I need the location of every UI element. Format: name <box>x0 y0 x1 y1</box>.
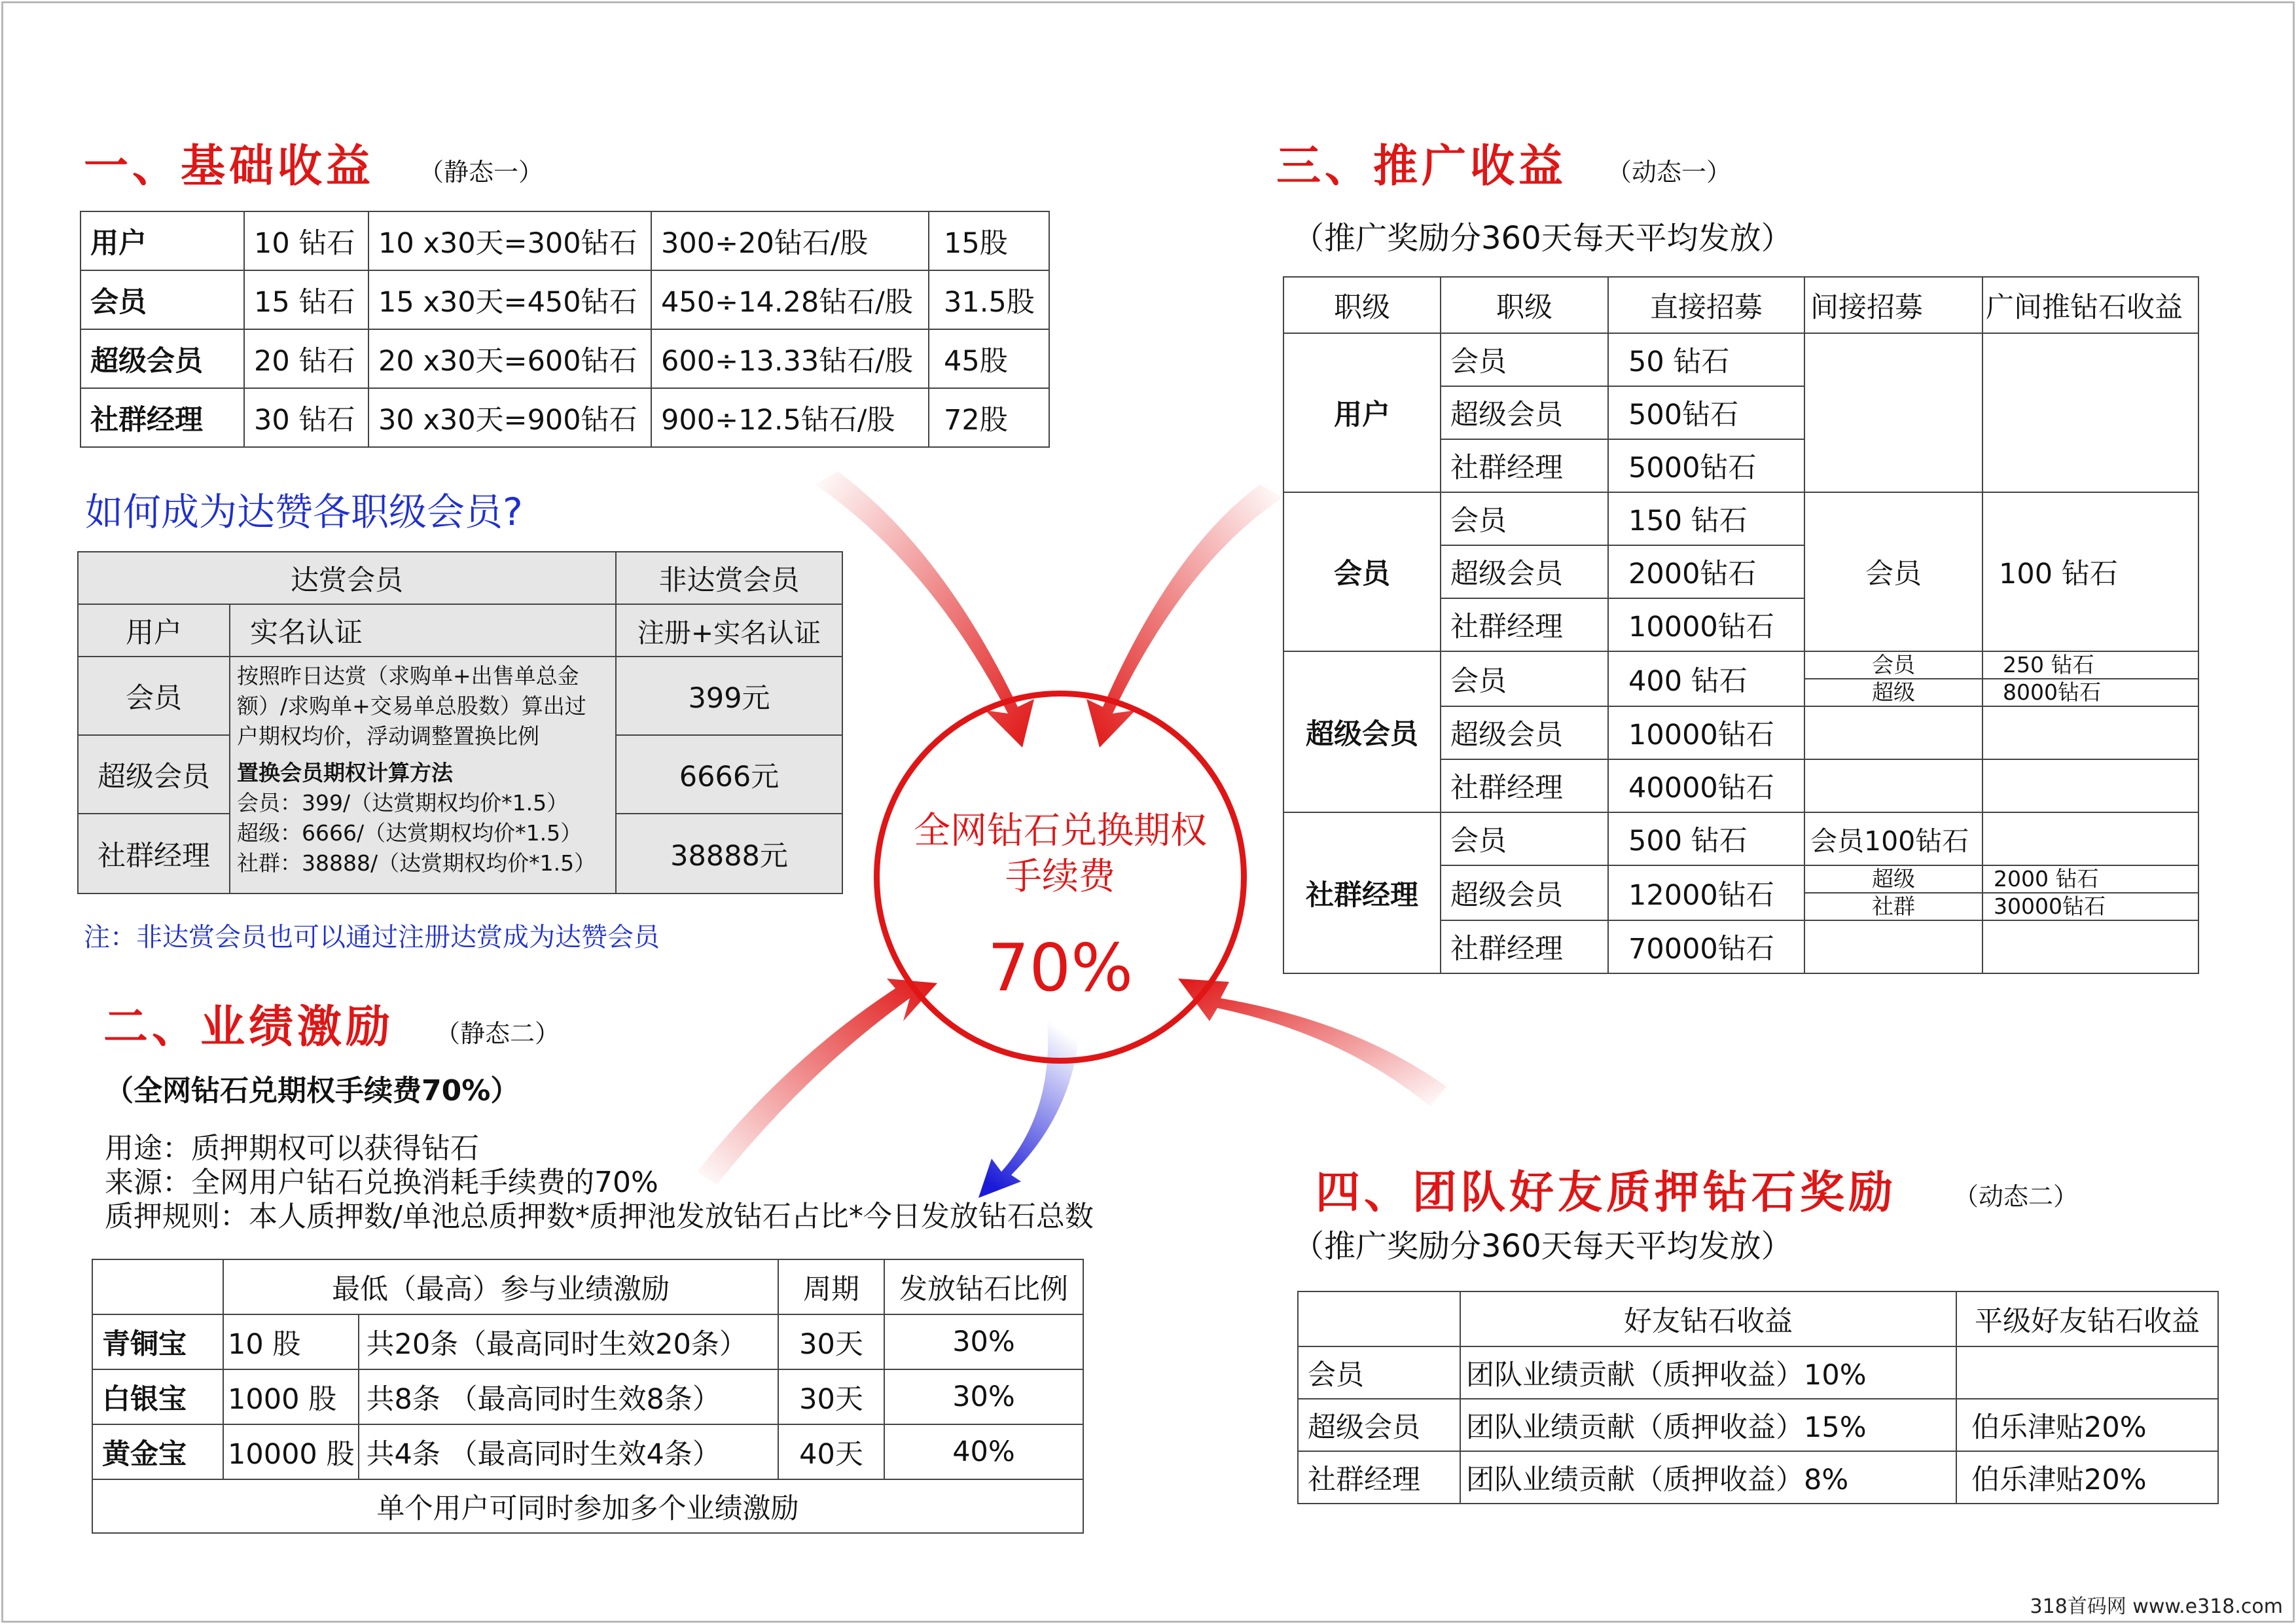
header-non-dashang: 非达赏会员 <box>616 552 842 604</box>
indirect-member: 会员 <box>1804 492 1982 651</box>
group-level-user: 用户 <box>1283 333 1441 492</box>
row-level: 超级会员 <box>1441 386 1608 439</box>
row-level: 超级会员 <box>1298 1399 1460 1451</box>
row-cell: 45股 <box>929 329 1049 388</box>
row-cell: 团队业绩贡献（质押收益）8% <box>1460 1451 1956 1504</box>
arrow-bottom-left <box>697 979 937 1185</box>
sec3-title: 三、推广收益 <box>1276 141 1568 192</box>
table-row <box>81 388 1049 447</box>
method-title: 置换会员期权计算方法 <box>237 760 453 785</box>
indirect-super-split <box>1804 651 1982 706</box>
indirect-empty <box>1804 706 1982 759</box>
row-cell: 10 股 <box>223 1314 359 1369</box>
sec2-subtitle: （静态二） <box>435 1019 560 1048</box>
row-level: 白银宝 <box>92 1369 223 1424</box>
row-cell: 10 钻石 <box>244 211 368 270</box>
row-level: 超级会员 <box>81 329 244 388</box>
row-cell: 900÷12.5钻石/股 <box>651 388 929 447</box>
row-level: 社群经理 <box>1441 759 1608 812</box>
group-level-manager: 社群经理 <box>1283 812 1441 973</box>
sec1-subtitle: （静态一） <box>419 158 544 187</box>
row-level: 青铜宝 <box>92 1314 223 1369</box>
indirect-super-a: 会员 <box>1805 652 1982 679</box>
row-direct: 500 钻石 <box>1608 812 1804 865</box>
indirect-manager-b-val: 30000钻石 <box>1994 893 2106 919</box>
row-cell: 15 钻石 <box>244 270 368 329</box>
row-direct: 12000钻石 <box>1608 865 1804 920</box>
table-row <box>92 1314 1083 1369</box>
header-realname: 实名认证 <box>230 604 616 657</box>
row-cell: 15 x30天=450钻石 <box>368 270 651 329</box>
team-reward-table <box>1297 1291 2219 1504</box>
row-level: 超级会员 <box>1441 865 1608 920</box>
row-cell: 40% <box>884 1424 1083 1479</box>
table-row <box>1298 1346 2218 1399</box>
group-level-super: 超级会员 <box>1283 651 1441 812</box>
row-level: 用户 <box>81 211 244 270</box>
indirect-manager-a-val: 2000 钻石 <box>1983 866 2198 893</box>
row-direct: 400 钻石 <box>1608 651 1804 706</box>
row-cell: 伯乐津贴20% <box>1956 1451 2218 1504</box>
sec3-subtitle: （动态一） <box>1607 158 1732 187</box>
sec4-title: 四、团队好友质押钻石奖励 <box>1316 1167 1897 1219</box>
row-direct: 500钻石 <box>1608 386 1804 439</box>
row-level: 社群经理 <box>1441 439 1608 492</box>
row-direct: 10000钻石 <box>1608 598 1804 651</box>
indirect-empty <box>1804 920 1982 973</box>
header-dashang: 达赏会员 <box>78 552 616 604</box>
header-period: 周期 <box>778 1259 884 1314</box>
indirect-empty <box>1804 759 1982 812</box>
method-cell <box>230 657 616 893</box>
center-percent: 70% <box>987 929 1134 1006</box>
sec1-title: 一、基础收益 <box>84 141 375 192</box>
row-cell: 31.5股 <box>929 270 1049 329</box>
header-direct: 直接招募 <box>1608 277 1804 333</box>
header-min: 最低（最高）参与业绩激励 <box>223 1259 778 1314</box>
center-line1: 全网钻石兑换期权 <box>914 810 1207 852</box>
performance-table <box>92 1259 1084 1534</box>
row-cell: 15股 <box>929 211 1049 270</box>
indirect-reward-empty <box>1982 920 2198 973</box>
indirect-super-b: 超级 <box>1872 679 1915 705</box>
level-manager: 社群经理 <box>78 814 230 893</box>
header-user: 用户 <box>78 604 230 657</box>
row-cell: 30 钻石 <box>244 388 368 447</box>
row-cell: 300÷20钻石/股 <box>651 211 929 270</box>
indirect-super-a-val: 250 钻石 <box>1983 652 2198 679</box>
row-level: 会员 <box>1441 812 1608 865</box>
indirect-super-reward-split <box>1982 651 2198 706</box>
row-cell: 团队业绩贡献（质押收益）15% <box>1460 1399 1956 1451</box>
header-indirect: 间接招募 <box>1804 277 1982 333</box>
row-cell: 1000 股 <box>223 1369 359 1424</box>
row-level: 会员 <box>81 270 244 329</box>
membership-table <box>77 551 843 894</box>
header-level-a: 职级 <box>1283 277 1441 333</box>
howto-question: 如何成为达赞各职级会员? <box>85 490 523 534</box>
row-level: 黄金宝 <box>92 1424 223 1479</box>
row-direct: 40000钻石 <box>1608 759 1804 812</box>
price-super: 6666元 <box>616 735 842 814</box>
row-cell <box>1956 1346 2218 1399</box>
row-cell: 40天 <box>778 1424 884 1479</box>
row-level: 社群经理 <box>81 388 244 447</box>
row-cell: 30天 <box>778 1369 884 1424</box>
row-cell: 450÷14.28钻石/股 <box>651 270 929 329</box>
table-row <box>92 1424 1083 1479</box>
row-level: 社群经理 <box>1298 1451 1460 1504</box>
header-indirect-reward: 广间推钻石收益 <box>1982 277 2198 333</box>
row-cell: 72股 <box>929 388 1049 447</box>
row-level: 社群经理 <box>1441 598 1608 651</box>
row-direct: 2000钻石 <box>1608 545 1804 598</box>
row-direct: 70000钻石 <box>1608 920 1804 973</box>
row-level: 会员 <box>1441 651 1608 706</box>
indirect-manager-split <box>1804 865 1982 920</box>
price-manager: 38888元 <box>616 814 842 893</box>
row-cell: 10 x30天=300钻石 <box>368 211 651 270</box>
sec3-note: （推广奖励分360天每天平均发放） <box>1293 220 1793 257</box>
indirect-manager-a: 超级 <box>1805 866 1982 893</box>
sec4-note: （推广奖励分360天每天平均发放） <box>1293 1228 1793 1265</box>
row-cell: 30% <box>884 1369 1083 1424</box>
center-line2: 手续费 <box>1005 856 1115 898</box>
header-level-b: 职级 <box>1441 277 1608 333</box>
header-blank <box>1298 1291 1460 1346</box>
row-cell: 共4条 （最高同时生效4条） <box>359 1424 778 1479</box>
row-level: 会员 <box>1298 1346 1460 1399</box>
indirect-manager-b: 社群 <box>1872 893 1915 919</box>
row-level: 会员 <box>1441 492 1608 545</box>
header-peer: 平级好友钻石收益 <box>1956 1291 2218 1346</box>
sec2-usage: 用途：质押期权可以获得钻石 <box>105 1132 479 1165</box>
row-cell: 团队业绩贡献（质押收益）10% <box>1460 1346 1956 1399</box>
row-direct: 50 钻石 <box>1608 333 1804 386</box>
row-cell: 30% <box>884 1314 1083 1369</box>
row-cell: 共20条（最高同时生效20条） <box>359 1314 778 1369</box>
table-row <box>81 270 1049 329</box>
sec2-title: 二、业绩激励 <box>103 1001 395 1053</box>
indirect-reward-empty <box>1982 812 2198 865</box>
table-row <box>1298 1399 2218 1451</box>
row-cell: 共8条 （最高同时生效8条） <box>359 1369 778 1424</box>
level-super: 超级会员 <box>78 735 230 814</box>
row-direct: 10000钻石 <box>1608 706 1804 759</box>
row-cell: 20 x30天=600钻石 <box>368 329 651 388</box>
table-row <box>92 1369 1083 1424</box>
indirect-manager-reward-split <box>1982 865 2198 920</box>
indirect-manager-member: 会员100钻石 <box>1804 812 1982 865</box>
price-member: 399元 <box>616 657 842 735</box>
row-cell: 30 x30天=900钻石 <box>368 388 651 447</box>
row-direct: 150 钻石 <box>1608 492 1804 545</box>
row-cell: 10000 股 <box>223 1424 359 1479</box>
row-cell: 20 钻石 <box>244 329 368 388</box>
row-level: 会员 <box>1441 333 1608 386</box>
howto-note: 注：非达赏会员也可以通过注册达赏成为达赞会员 <box>84 922 660 952</box>
method-line: 超级：6666/（达赏期权均价*1.5） <box>237 820 583 846</box>
desc-line: 按照昨日达赏（求购单+出售单总金 <box>237 663 579 689</box>
table-row <box>81 211 1049 270</box>
row-level: 超级会员 <box>1441 545 1608 598</box>
indirect-reward-empty <box>1982 706 2198 759</box>
header-blank <box>92 1259 223 1314</box>
table-row <box>1298 1451 2218 1504</box>
header-ratio: 发放钻石比例 <box>884 1259 1083 1314</box>
sec4-subtitle: （动态二） <box>1954 1182 2079 1211</box>
table-row <box>81 329 1049 388</box>
level-member: 会员 <box>78 657 230 735</box>
desc-line: 户期权均价，浮动调整置换比例 <box>237 723 539 749</box>
footer-watermark: 318首码网 www.e318.com <box>2030 1595 2283 1618</box>
header-friend: 好友钻石收益 <box>1460 1291 1956 1346</box>
method-line: 社群：38888/（达赏期权均价*1.5） <box>237 850 596 876</box>
header-register: 注册+实名认证 <box>616 604 842 657</box>
indirect-member-reward: 100 钻石 <box>1982 492 2198 651</box>
indirect-super-b-val: 8000钻石 <box>2003 679 2101 705</box>
base-income-table <box>80 211 1050 448</box>
row-direct: 5000钻石 <box>1608 439 1804 492</box>
sec2-fee: （全网钻石兑期权手续费70%） <box>105 1074 520 1108</box>
sec2-source: 来源：全网用户钻石兑换消耗手续费的70% <box>105 1166 658 1199</box>
method-line: 会员：399/（达赏期权均价*1.5） <box>237 790 569 816</box>
indirect-reward-empty <box>1982 759 2198 812</box>
desc-line: 额）/求购单+交易单总股数）算出过 <box>237 693 586 719</box>
row-cell: 600÷13.33钻石/股 <box>651 329 929 388</box>
group-level-member: 会员 <box>1283 492 1441 651</box>
promotion-table <box>1283 276 2199 974</box>
indirect-empty <box>1804 333 1982 492</box>
indirect-reward-empty <box>1982 333 2198 492</box>
row-cell: 伯乐津贴20% <box>1956 1399 2218 1451</box>
sec2-footer: 单个用户可同时参加多个业绩激励 <box>92 1479 1083 1533</box>
row-level: 社群经理 <box>1441 920 1608 973</box>
row-level: 超级会员 <box>1441 706 1608 759</box>
row-cell: 30天 <box>778 1314 884 1369</box>
sec2-rule: 质押规则：本人质押数/单池总质押数*质押池发放钻石占比*今日发放钻石总数 <box>105 1200 1094 1233</box>
